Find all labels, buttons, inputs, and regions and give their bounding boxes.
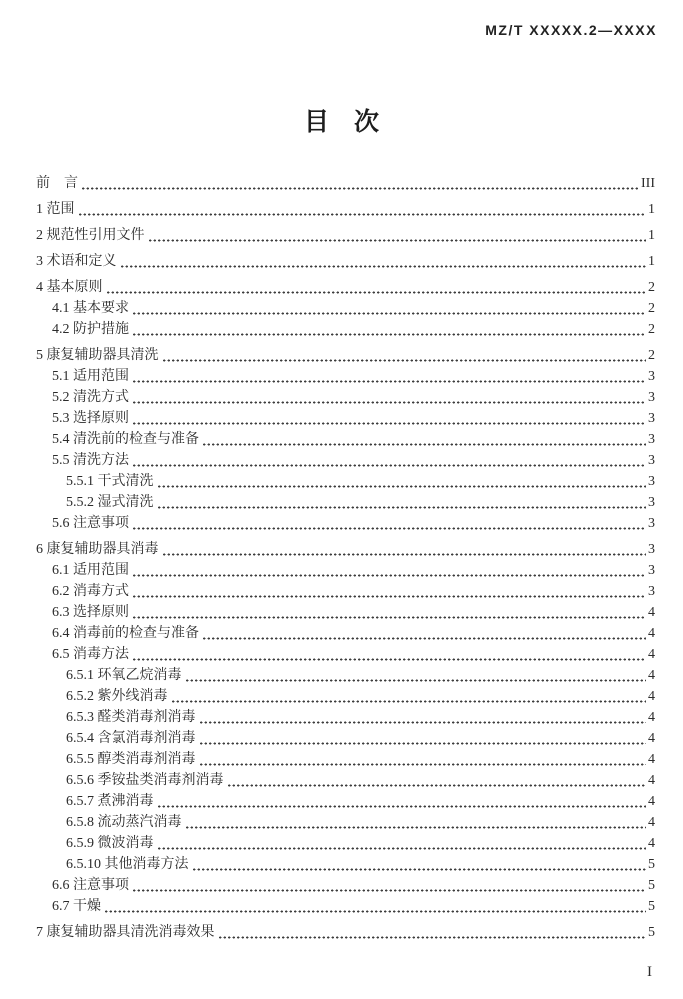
toc-entry (36, 387, 655, 408)
toc-entry-label: 4 基本原则 (36, 280, 103, 295)
toc-entry (36, 492, 655, 513)
toc-leader-dots (157, 506, 647, 509)
toc-entry-label: 6.5.5 醇类消毒剂消毒 (66, 752, 196, 767)
toc-entry-page: 4 (648, 647, 655, 662)
toc-entry-page: 1 (648, 254, 655, 269)
toc-entry-page: 2 (648, 348, 655, 363)
toc-leader-dots (132, 595, 646, 598)
toc-entry-page: 3 (648, 542, 655, 557)
page-title: 目 次 (303, 108, 379, 136)
toc-entry-label: 6.1 适用范围 (52, 563, 129, 578)
toc-leader-dots (132, 464, 646, 467)
toc-leader-dots (185, 826, 647, 829)
toc-leader-dots (199, 742, 647, 745)
toc-entry-page: 5 (648, 857, 655, 872)
toc-leader-dots (120, 265, 647, 268)
toc-entry-page: 5 (648, 925, 655, 940)
toc-entry (36, 896, 655, 917)
toc-entry-page: 3 (648, 474, 655, 489)
toc-entry-page: 4 (648, 773, 655, 788)
toc-entry-page: 3 (648, 495, 655, 510)
toc-entry-label: 6.3 选择原则 (52, 605, 129, 620)
toc-leader-dots (132, 889, 646, 892)
toc-entry (36, 366, 655, 387)
toc-entry-label: 5.5 清洗方法 (52, 453, 129, 468)
toc-entry-page: 3 (648, 432, 655, 447)
toc-entry-label: 6.5.3 醛类消毒剂消毒 (66, 710, 196, 725)
toc-leader-dots (81, 187, 639, 190)
toc-entry-label: 5.4 清洗前的检查与准备 (52, 432, 199, 447)
toc-leader-dots (199, 721, 647, 724)
toc-entry (36, 644, 655, 665)
toc-entry (36, 686, 655, 707)
toc-entry-page: 3 (648, 563, 655, 578)
toc-entry-page: 2 (648, 301, 655, 316)
toc-entry (36, 225, 655, 246)
toc-entry-label: 6.5.6 季铵盐类消毒剂消毒 (66, 773, 224, 788)
toc-entry (36, 581, 655, 602)
page-number: I (647, 964, 653, 980)
toc-entry (36, 539, 655, 560)
toc-entry-page: 4 (648, 710, 655, 725)
toc-leader-dots (218, 936, 647, 939)
toc-leader-dots (202, 637, 646, 640)
toc-entry-page: 4 (648, 626, 655, 641)
toc-entry (36, 429, 655, 450)
toc-entry-page: 4 (648, 836, 655, 851)
toc-entry (36, 298, 655, 319)
toc-entry-page: 4 (648, 731, 655, 746)
toc-leader-dots (227, 784, 647, 787)
toc-entry-label: 5 康复辅助器具清洗 (36, 348, 159, 363)
toc-entry-label: 6.5.8 流动蒸汽消毒 (66, 815, 182, 830)
toc-entry-page: 5 (648, 899, 655, 914)
toc-leader-dots (132, 527, 646, 530)
toc-leader-dots (132, 422, 646, 425)
toc-entry-page: 3 (648, 390, 655, 405)
toc-entry-page: 2 (648, 322, 655, 337)
toc-entry (36, 560, 655, 581)
toc-entry-page: 3 (648, 369, 655, 384)
toc-entry-page: 3 (648, 584, 655, 599)
toc-leader-dots (78, 213, 647, 216)
toc-entry (36, 854, 655, 875)
toc-entry-label: 4.1 基本要求 (52, 301, 129, 316)
toc-entry (36, 251, 655, 272)
toc-entry (36, 450, 655, 471)
toc-entry (36, 707, 655, 728)
toc-entry (36, 319, 655, 340)
toc-leader-dots (132, 658, 646, 661)
toc-entry-label: 6 康复辅助器具消毒 (36, 542, 159, 557)
toc-leader-dots (132, 401, 646, 404)
toc-list (36, 168, 655, 943)
toc-entry-page: 3 (648, 453, 655, 468)
toc-leader-dots (171, 700, 647, 703)
toc-entry-page: 4 (648, 668, 655, 683)
toc-entry (36, 199, 655, 220)
toc-entry (36, 623, 655, 644)
toc-entry (36, 173, 655, 194)
toc-entry (36, 665, 655, 686)
toc-entry-label: 6.4 消毒前的检查与准备 (52, 626, 199, 641)
toc-entry-label: 4.2 防护措施 (52, 322, 129, 337)
toc-entry-label: 6.6 注意事项 (52, 878, 129, 893)
toc-entry (36, 922, 655, 943)
toc-entry-label: 6.5.10 其他消毒方法 (66, 857, 189, 872)
toc-entry (36, 791, 655, 812)
toc-entry-label: 3 术语和定义 (36, 254, 117, 269)
toc-entry-page: 3 (648, 411, 655, 426)
toc-entry-page: 2 (648, 280, 655, 295)
toc-entry-label: 6.5.2 紫外线消毒 (66, 689, 168, 704)
toc-entry (36, 471, 655, 492)
toc-entry-label: 6.7 干燥 (52, 899, 101, 914)
toc-entry-label: 6.5.9 微波消毒 (66, 836, 154, 851)
toc-entry (36, 749, 655, 770)
toc-entry-label: 5.1 适用范围 (52, 369, 129, 384)
toc-entry (36, 770, 655, 791)
toc-entry-page: 4 (648, 815, 655, 830)
toc-entry-page: 4 (648, 605, 655, 620)
toc-entry-label: 前 言 (36, 176, 78, 191)
toc-leader-dots (157, 847, 647, 850)
toc-leader-dots (157, 805, 647, 808)
toc-entry-page: 1 (648, 202, 655, 217)
toc-entry-label: 6.5.4 含氯消毒剂消毒 (66, 731, 196, 746)
toc-entry-label: 6.5.1 环氧乙烷消毒 (66, 668, 182, 683)
toc-leader-dots (192, 868, 647, 871)
toc-entry (36, 513, 655, 534)
toc-entry-page: III (641, 176, 655, 191)
toc-entry-label: 5.5.2 湿式清洗 (66, 495, 154, 510)
toc-leader-dots (148, 239, 647, 242)
toc-entry-page: 5 (648, 878, 655, 893)
toc-leader-dots (132, 312, 646, 315)
toc-entry-page: 1 (648, 228, 655, 243)
toc-leader-dots (185, 679, 647, 682)
toc-leader-dots (132, 380, 646, 383)
toc-entry (36, 408, 655, 429)
toc-leader-dots (132, 616, 646, 619)
toc-entry-label: 5.5.1 干式清洗 (66, 474, 154, 489)
toc-leader-dots (202, 443, 646, 446)
toc-leader-dots (162, 359, 647, 362)
toc-entry-label: 1 范围 (36, 202, 75, 217)
standard-number: MZ/T XXXXX.2—XXXX (485, 22, 657, 38)
toc-leader-dots (157, 485, 647, 488)
toc-entry-page: 3 (648, 516, 655, 531)
toc-leader-dots (106, 291, 647, 294)
toc-leader-dots (104, 910, 646, 913)
toc-entry (36, 833, 655, 854)
toc-entry-label: 5.6 注意事项 (52, 516, 129, 531)
toc-entry-page: 4 (648, 794, 655, 809)
toc-entry (36, 728, 655, 749)
toc-entry (36, 875, 655, 896)
toc-entry-label: 5.2 清洗方式 (52, 390, 129, 405)
toc-leader-dots (162, 553, 647, 556)
toc-leader-dots (132, 574, 646, 577)
toc-entry-label: 7 康复辅助器具清洗消毒效果 (36, 925, 215, 940)
toc-entry-label: 6.5.7 煮沸消毒 (66, 794, 154, 809)
toc-entry-label: 2 规范性引用文件 (36, 228, 145, 243)
page-header (36, 22, 657, 40)
toc-entry (36, 812, 655, 833)
toc-leader-dots (199, 763, 647, 766)
toc-entry (36, 345, 655, 366)
toc-leader-dots (132, 333, 646, 336)
toc-entry-label: 5.3 选择原则 (52, 411, 129, 426)
toc-entry-label: 6.5 消毒方法 (52, 647, 129, 662)
toc-entry (36, 602, 655, 623)
toc-entry-page: 4 (648, 752, 655, 767)
page-footer (647, 963, 653, 981)
toc-entry (36, 277, 655, 298)
toc-entry-label: 6.2 消毒方式 (52, 584, 129, 599)
toc-entry-page: 4 (648, 689, 655, 704)
